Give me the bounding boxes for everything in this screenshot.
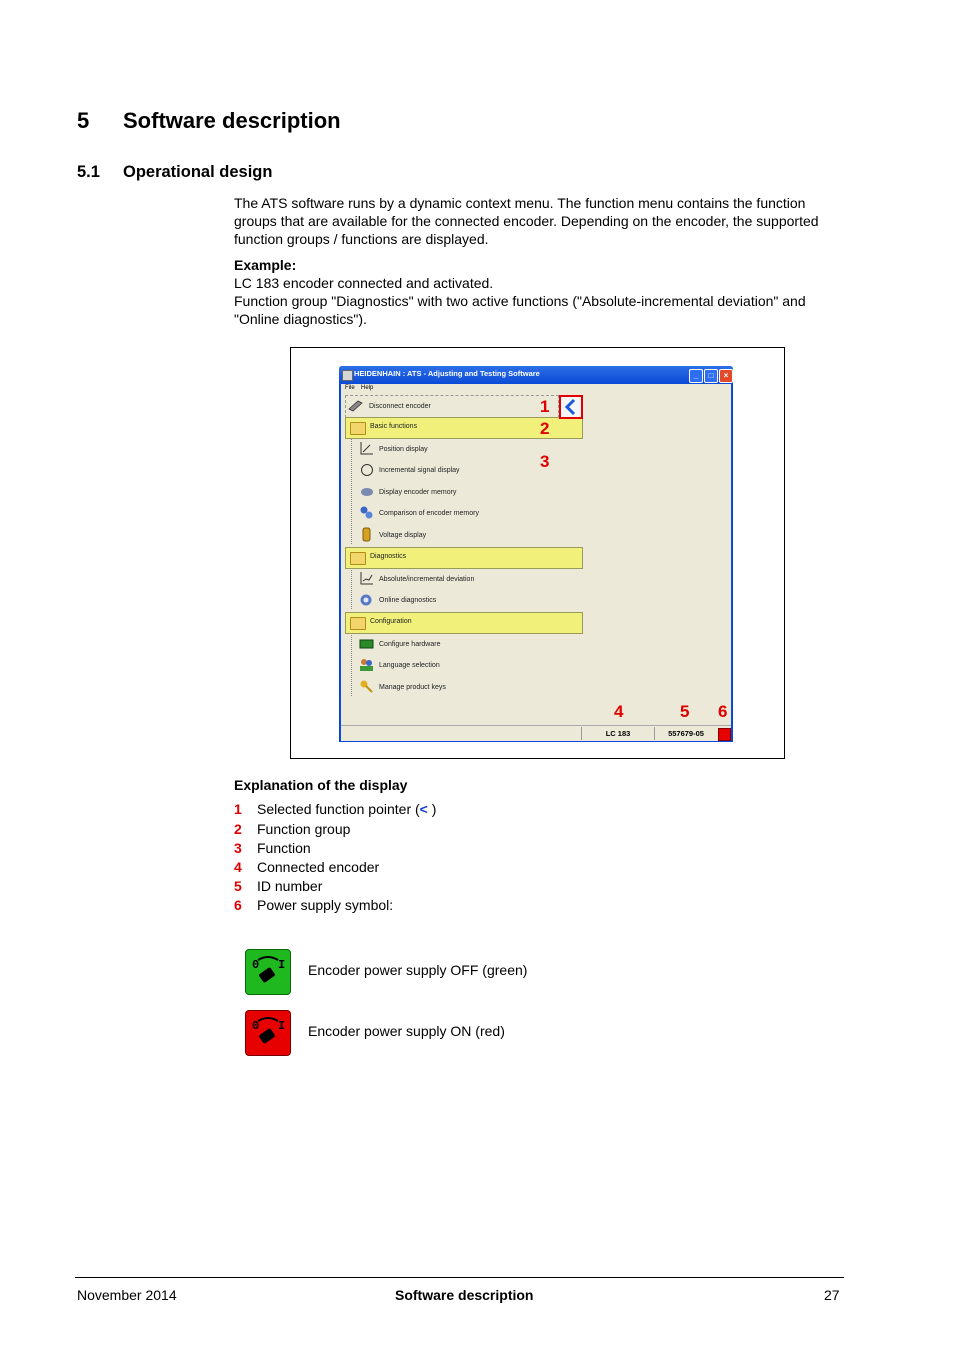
minimize-button[interactable]: _ — [689, 369, 703, 383]
svg-text:0: 0 — [252, 1019, 260, 1033]
function-tree — [343, 395, 580, 727]
tree-item-product-keys[interactable]: Manage product keys — [345, 677, 581, 698]
tree-item-language-selection[interactable]: Language selection — [345, 655, 581, 676]
list-item: Power supply symbol: — [257, 897, 394, 913]
intro-paragraph: The ATS software runs by a dynamic context menu. The function menu contains the function groups that are available for the connected encoder. Depending on the encoder, the supported function groups / functions are displayed. — [234, 195, 819, 247]
power-on-icon — [245, 1010, 291, 1056]
svg-text:I: I — [278, 958, 286, 972]
example-line-1: LC 183 encoder connected and activated. — [234, 275, 494, 291]
callout-2: 2 — [540, 419, 550, 438]
power-off-label: Encoder power supply OFF (green) — [308, 962, 528, 978]
callout-4: 4 — [614, 702, 624, 721]
window-title: HEIDENHAIN : ATS - Adjusting and Testing Software — [354, 369, 540, 378]
selected-function-pointer[interactable] — [559, 395, 583, 419]
heading-number: 5 — [77, 108, 90, 133]
close-button[interactable]: × — [719, 369, 733, 383]
footer-divider — [75, 1277, 844, 1278]
page-number: 27 — [824, 1287, 840, 1303]
list-item-number: 1 — [234, 801, 242, 817]
callout-5: 5 — [680, 702, 690, 721]
menu-file[interactable]: File — [345, 385, 355, 391]
compare-memory-icon — [359, 505, 374, 520]
callout-1: 1 — [540, 397, 550, 416]
footer-section: Software description — [395, 1287, 534, 1303]
tree-group-configuration[interactable]: Configuration — [345, 612, 583, 634]
explanation-title: Explanation of the display — [234, 777, 408, 793]
list-item: Function — [257, 840, 311, 856]
list-item: ID number — [257, 878, 323, 894]
voltage-icon — [359, 527, 374, 542]
tree-group-diagnostics[interactable]: Diagnostics — [345, 547, 583, 569]
window-titlebar — [339, 366, 733, 384]
language-icon — [359, 657, 374, 672]
online-diagnostics-icon — [359, 592, 374, 607]
list-item-number: 4 — [234, 859, 242, 875]
power-off-icon — [245, 949, 291, 995]
tree-item-online-diagnostics[interactable]: Online diagnostics — [345, 590, 581, 611]
power-on-label: Encoder power supply ON (red) — [308, 1023, 505, 1039]
keys-icon — [359, 679, 374, 694]
position-display-icon — [359, 441, 374, 456]
footer-date: November 2014 — [77, 1287, 177, 1303]
folder-icon — [350, 552, 366, 565]
tree-item-position-display[interactable]: Position display — [345, 439, 581, 460]
tree-item-deviation[interactable]: Absolute/incremental deviation — [345, 569, 581, 590]
svg-text:0: 0 — [252, 958, 260, 972]
list-item-number: 2 — [234, 821, 242, 837]
encoder-memory-icon — [359, 484, 374, 499]
folder-icon — [350, 422, 366, 435]
list-item-number: 3 — [234, 840, 242, 856]
page-title: Software description — [123, 108, 341, 133]
folder-icon — [350, 617, 366, 630]
maximize-button[interactable]: □ — [704, 369, 718, 383]
list-item: Function group — [257, 821, 351, 837]
status-id-number: 557679-05 — [654, 727, 717, 740]
callout-6: 6 — [718, 702, 728, 721]
status-encoder: LC 183 — [581, 727, 654, 740]
app-window — [339, 366, 733, 742]
chevron-left-icon — [561, 397, 581, 417]
list-item-number: 5 — [234, 878, 242, 894]
app-client-area — [341, 395, 731, 741]
tree-item-compare-memory[interactable]: Comparison of encoder memory — [345, 503, 581, 524]
deviation-icon — [359, 571, 374, 586]
app-icon — [342, 370, 353, 381]
list-item-number: 6 — [234, 897, 242, 913]
tree-group-basic-functions[interactable]: Basic functions — [345, 417, 583, 439]
pointer-symbol: < — [419, 801, 428, 817]
tree-item-voltage-display[interactable]: Voltage display — [345, 525, 581, 546]
callout-3: 3 — [540, 452, 550, 471]
disconnect-icon — [348, 398, 363, 413]
tree-item-incremental-signal[interactable]: Incremental signal display — [345, 460, 581, 481]
hardware-icon — [359, 636, 374, 651]
example-line-2: Function group "Diagnostics" with two active functions ("Absolute-incremental deviation" and "Online diagnostics"). — [234, 293, 806, 327]
incremental-signal-icon — [359, 462, 374, 477]
svg-text:I: I — [278, 1019, 286, 1033]
status-bar — [341, 725, 731, 741]
list-item: Selected function pointer (< ) — [257, 801, 437, 817]
tree-item-encoder-memory[interactable]: Display encoder memory — [345, 482, 581, 503]
menu-bar — [341, 384, 731, 395]
tree-item-configure-hardware[interactable]: Configure hardware — [345, 634, 581, 655]
tree-item-disconnect[interactable]: Disconnect encoder — [345, 395, 559, 418]
power-on-icon[interactable] — [718, 728, 731, 741]
menu-help[interactable]: Help — [361, 385, 374, 391]
section-number: 5.1 — [77, 163, 100, 181]
section-title: Operational design — [123, 163, 273, 181]
list-item: Connected encoder — [257, 859, 380, 875]
example-label: Example: — [234, 257, 297, 273]
